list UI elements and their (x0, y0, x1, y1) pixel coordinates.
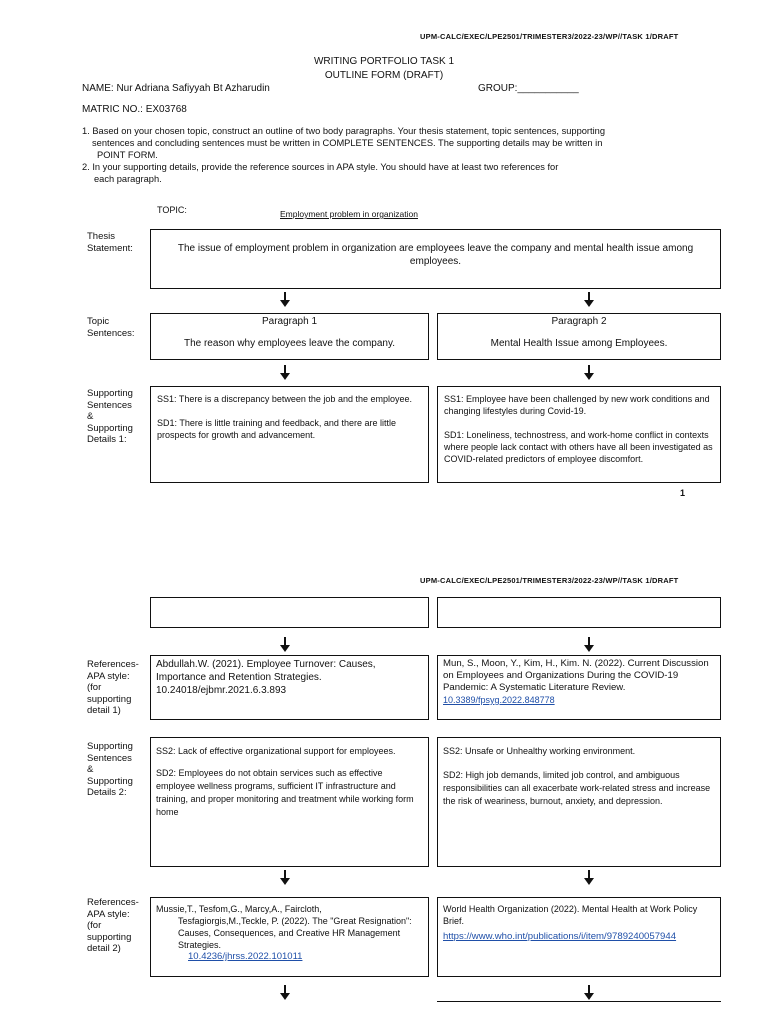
references-1-label-line: APA style: (87, 670, 130, 682)
supporting-1-label-line: Supporting (87, 388, 133, 399)
paragraph-1-reference-2-box (150, 897, 429, 977)
paragraph-1-topic-box (150, 313, 429, 360)
thesis-box (150, 229, 721, 289)
arrow-down-icon (279, 365, 291, 381)
paragraph-1-sd2: SD2: Employees do not obtain services such as effective employee wellness programs, sufficient IT infrastructure and training, and proper monitoring and treatment while working form home (156, 768, 414, 817)
references-1-label-line: References- (87, 659, 139, 670)
instruction-1b: sentences and concluding sentences must be written in COMPLETE SENTENCES. The supporting details may be written in (92, 138, 603, 148)
paragraph-2-ss1: SS1: Employee have been challenged by new work conditions and changing lifestyles during Covid-19. (444, 394, 710, 416)
paragraph-2-reference-2-box (437, 897, 721, 977)
paragraph-2-reference-1: Mun, S., Moon, Y., Kim, H., Kim. N. (2022). Current Discussion on Employees and Organizations During the COVID-19 Pandemic: A Systematic Literature Review. (443, 658, 709, 693)
references-2-label-line: supporting (87, 931, 132, 943)
references-2-label-line: detail 2) (87, 943, 121, 954)
group-field: GROUP:___________ (478, 83, 579, 94)
paragraph-1-topic: The reason why employees leave the company. (183, 338, 396, 349)
instruction-2a: 2. In your supporting details, provide the reference sources in APA style. You should have at least two references for (82, 162, 559, 172)
arrow-down-icon (583, 292, 595, 308)
paragraph-2-reference-2: World Health Organization (2022). Mental Health at Work Policy Brief. (443, 904, 698, 926)
instruction-1c: POINT FORM. (97, 150, 158, 160)
supporting-2-label (87, 741, 133, 799)
supporting-2-label-line: Details 2: (87, 787, 127, 798)
paragraph-2-reference-1-doi-link[interactable]: 10.3389/fpsyg.2022.848778 (443, 695, 555, 705)
supporting-2-label-line: Sentences (87, 752, 132, 764)
paragraph-1-reference-1-doi: 10.24018/ejbmr.2021.6.3.893 (156, 685, 287, 696)
references-2-label-line: APA style: (87, 908, 130, 920)
paragraph-2-topic: Mental Health Issue among Employees. (490, 338, 668, 349)
page-subtitle: OUTLINE FORM (DRAFT) (324, 70, 444, 81)
paragraph-1-reference-2-doi-link[interactable]: 10.4236/jhrss.2022.101011 (188, 951, 303, 962)
paragraph-1-ss1: SS1: There is a discrepancy between the job and the employee. (157, 394, 412, 404)
thesis-text: The issue of employment problem in organization are employees leave the company and mental health issue among employees. (177, 243, 694, 267)
instructions (82, 125, 742, 185)
matric-number: MATRIC NO.: EX03768 (82, 104, 187, 115)
student-name: NAME: Nur Adriana Safiyyah Bt Azharudin (82, 83, 270, 94)
paragraph-1-sd1: SD1: There is little training and feedback, and there are little prospects for growth and advancement. (157, 418, 396, 440)
instruction-1a: 1. Based on your chosen topic, construct an outline of two body paragraphs. Your thesis statement, topic sentences, supporting (82, 126, 606, 136)
paragraph-2-ss2: SS2: Unsafe or Unhealthy working environment. (443, 746, 636, 756)
paragraph-1-supporting-1-box (150, 386, 429, 483)
paragraph-1-supporting-2-box (150, 737, 429, 867)
paragraph-2-supporting-2-box (437, 737, 721, 867)
supporting-1-label-line: Sentences (87, 399, 132, 411)
paragraph-2-topic-box (437, 313, 721, 360)
paragraph-2-sd1: SD1: Loneliness, technostress, and work-home conflict in contexts where people lack contact with others have all been investigated as COVID-related predictors of employee discomfort. (444, 430, 713, 464)
next-box-top-edge (437, 1001, 721, 1002)
instruction-2b: each paragraph. (94, 174, 162, 184)
arrow-down-icon (583, 870, 595, 886)
references-2-label-line: References- (87, 897, 139, 908)
references-1-label-line: supporting (87, 693, 132, 705)
supporting-1-label-line: Details 1: (87, 434, 127, 445)
thesis-label-line: Statement: (87, 242, 133, 254)
page-title: WRITING PORTFOLIO TASK 1 (313, 56, 455, 67)
references-1-label (87, 659, 139, 717)
paragraph-2-sd2: SD2: High job demands, limited job control, and ambiguous responsibilities can all exacerbate work-related stress and increase the risk of weariness, burnout, anxiety, and depression. (443, 770, 711, 806)
paragraph-2-reference-1-box (437, 655, 721, 720)
document-code: UPM-CALC/EXEC/LPE2501/TRIMESTER3/2022-23/WP//TASK 1/DRAFT (420, 32, 679, 41)
paragraph-1-reference-1-box (150, 655, 429, 720)
references-2-label (87, 897, 139, 955)
references-1-label-line: detail 1) (87, 705, 121, 716)
topic-sentences-label-line: Sentences: (87, 327, 135, 339)
continuation-box-2 (437, 597, 721, 628)
arrow-down-icon (279, 870, 291, 886)
supporting-1-label (87, 388, 133, 446)
paragraph-2-reference-2-url-link[interactable]: https://www.who.int/publications/i/item/9789240057944 (443, 931, 677, 942)
thesis-label-line: Thesis (87, 231, 115, 242)
arrow-down-icon (583, 365, 595, 381)
paragraph-1-reference-2-title: Tesfagiorgis,M.,Teckle, P. (2022). The "Great Resignation": Causes, Consequences, and Creative HR Management Strategies. (178, 916, 412, 950)
continuation-box-1 (150, 597, 429, 628)
topic-sentences-label-line: Topic (87, 316, 110, 327)
paragraph-2-heading: Paragraph 2 (551, 316, 607, 327)
references-2-label-line: (for (87, 920, 102, 931)
topic-label: TOPIC: (157, 205, 187, 215)
supporting-2-label-line: & (87, 764, 94, 775)
arrow-down-icon (583, 637, 595, 653)
supporting-2-label-line: Supporting (87, 775, 133, 787)
page-number: 1 (680, 488, 686, 498)
arrow-down-icon (279, 637, 291, 653)
supporting-1-label-line: & (87, 411, 94, 422)
thesis-label (87, 231, 133, 254)
arrow-down-icon (583, 985, 595, 1001)
document-code-page-2: UPM-CALC/EXEC/LPE2501/TRIMESTER3/2022-23/WP//TASK 1/DRAFT (420, 576, 679, 585)
paragraph-1-heading: Paragraph 1 (261, 316, 318, 327)
paragraph-1-ss2: SS2: Lack of effective organizational support for employees. (156, 746, 396, 756)
paragraph-2-supporting-1-box (437, 386, 721, 483)
paragraph-1-reference-1: Abdullah.W. (2021). Employee Turnover: Causes, Importance and Retention Strategies. (156, 659, 376, 683)
supporting-2-label-line: Supporting (87, 741, 133, 752)
references-1-label-line: (for (87, 682, 102, 693)
supporting-1-label-line: Supporting (87, 422, 133, 434)
arrow-down-icon (279, 985, 291, 1001)
topic-value: Employment problem in organization (280, 209, 418, 219)
arrow-down-icon (279, 292, 291, 308)
paragraph-1-reference-2-authors: Mussie,T., Tesfom,G., Marcy,A., Faircloth, (156, 904, 322, 914)
topic-sentences-label (87, 316, 135, 339)
